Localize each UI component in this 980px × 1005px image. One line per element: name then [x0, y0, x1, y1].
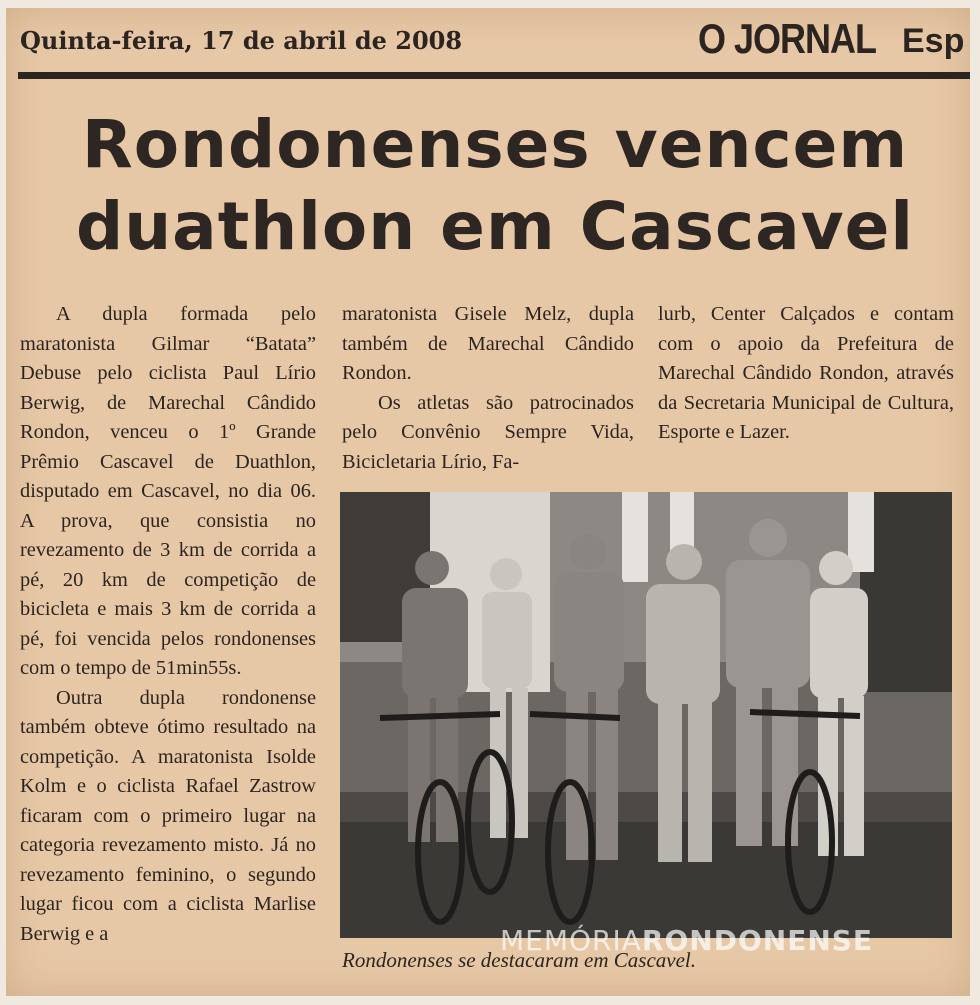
watermark-part-2: RONDONENSE	[641, 924, 874, 957]
watermark-part-1: MEMÓRIA	[500, 924, 642, 957]
article-column-2	[342, 300, 634, 477]
paragraph: Os atletas são patrocinados pelo Convênio Sempre Vida, Bicicletaria Lírio, Fa-	[342, 391, 634, 473]
article-photo	[340, 492, 952, 938]
headline-line-1: Rondonenses vencem	[81, 106, 909, 183]
newspaper-clipping	[6, 8, 970, 996]
paragraph: lurb, Center Calçados e contam com o apoio da Prefeitura de Marechal Cândido Rondon, através da Secretaria Municipal de Cultura, Esporte e Lazer.	[658, 303, 954, 443]
dateline: Quinta-feira, 17 de abril de 2008	[20, 26, 463, 55]
headline	[30, 104, 960, 268]
paragraph: maratonista Gisele Melz, dupla também de Marechal Cândido Rondon.	[342, 303, 634, 384]
section-label: Esp	[902, 22, 965, 60]
headline-line-2: duathlon em Cascavel	[75, 188, 915, 265]
article-column-1	[20, 300, 316, 949]
photo-caption: Rondonenses se destacaram em Cascavel.	[342, 948, 697, 972]
paragraph: A dupla formada pelo maratonista Gilmar “Batata” Debuse pelo ciclista Paul Lírio Berwig, de Marechal Cândido Rondon, venceu o 1º Grande Prêmio Cascavel de Duathlon, disputado em Cascavel, no dia 06. A prova, que consistia no revezamento de 3 km de corrida a pé, 20 km de competição de bicicleta e mais 3 km de corrida a pé, foi vencida pelos rondonenses com o tempo de 51min55s.	[20, 303, 316, 679]
paragraph: Outra dupla rondonense também obteve ótimo resultado na competição. A maratonista Isolde Kolm e o ciclista Rafael Zastrow ficaram com o primeiro lugar na categoria revezamento misto. Já no revezamento feminino, o segundo lugar ficou com a ciclista Marlise Berwig e a	[20, 686, 316, 945]
header-rule	[18, 72, 970, 79]
athletes-photo-illustration	[340, 492, 952, 938]
masthead-logo: O JORNAL	[698, 14, 877, 63]
watermark	[500, 924, 873, 957]
article-column-3	[658, 300, 954, 448]
